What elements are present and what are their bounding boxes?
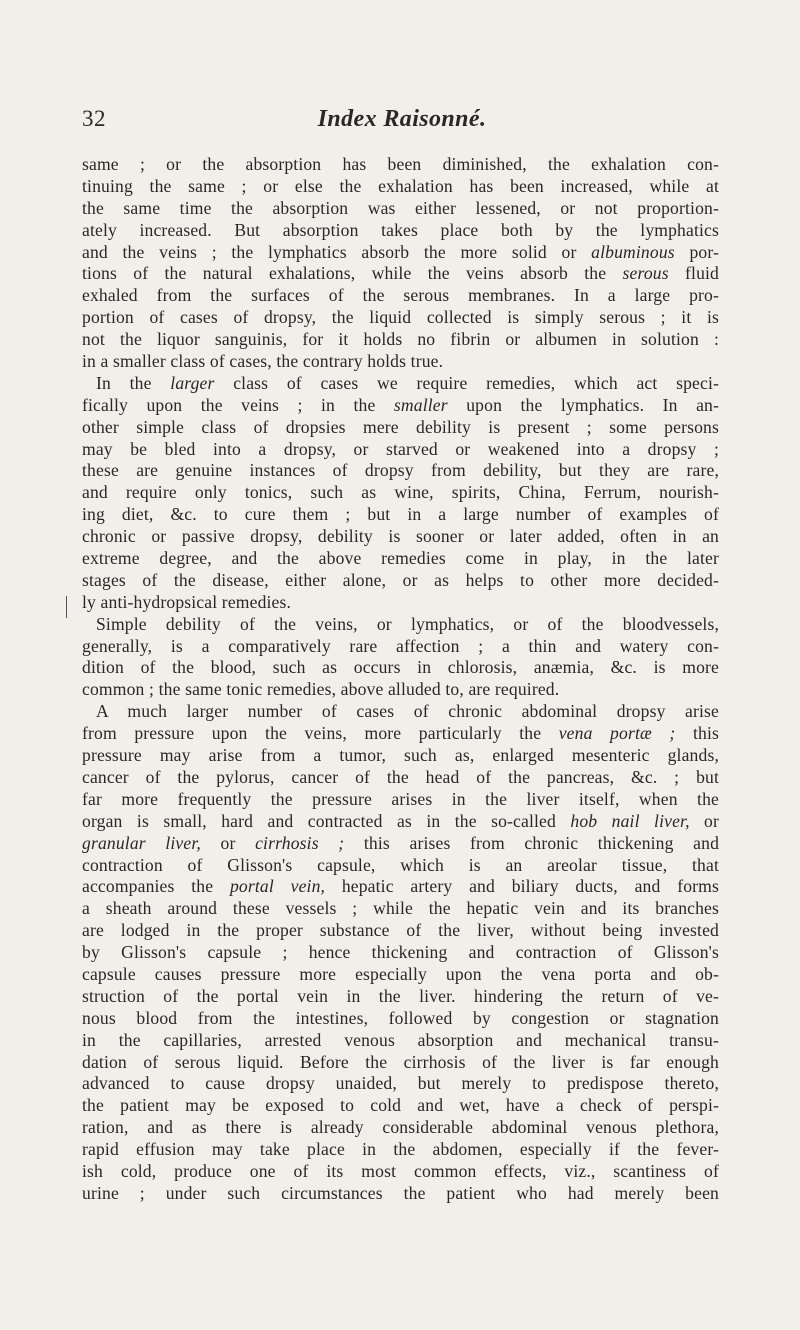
text-line	[82, 614, 719, 636]
text-run: the patient may be exposed to cold and wet, have a check of perspi-	[82, 1095, 719, 1116]
italic-term: cirrhosis ;	[255, 832, 345, 853]
text-run: chronic or passive dropsy, debility is sooner or later added, often in an	[82, 526, 719, 547]
text-run: these are genuine instances of dropsy from debility, but they are rare,	[82, 460, 719, 481]
text-line	[82, 504, 719, 526]
text-line	[82, 1030, 719, 1052]
text-line	[82, 263, 719, 285]
text-run: and the veins ; the lymphatics absorb the more solid or	[82, 241, 592, 262]
text-line	[82, 789, 719, 811]
text-line	[82, 526, 719, 548]
text-line	[82, 898, 719, 920]
text-run: accompanies the	[82, 876, 230, 897]
text-line	[82, 1095, 719, 1117]
text-line	[82, 570, 719, 592]
text-line	[82, 1183, 719, 1205]
margin-mark	[66, 596, 67, 618]
italic-term: larger	[170, 372, 215, 393]
text-line	[82, 964, 719, 986]
text-run: organ is small, hard and contracted as in the so-called	[82, 810, 571, 831]
text-line	[82, 198, 719, 220]
text-line	[82, 1117, 719, 1139]
text-line	[82, 439, 719, 461]
text-line	[82, 1052, 719, 1074]
italic-term: albuminous	[591, 241, 675, 262]
text-line	[82, 1161, 719, 1183]
text-run: In the	[96, 372, 171, 393]
text-line	[82, 679, 719, 701]
text-run: contraction of Glisson's capsule, which is an areolar tissue, that	[82, 854, 719, 875]
text-run: nous blood from the intestines, followed by congestion or stagnation	[82, 1007, 719, 1028]
text-run: or	[689, 810, 720, 831]
body-text	[82, 154, 719, 1205]
text-run: this arises from chronic thickening and	[344, 832, 720, 853]
text-run: generally, is a comparatively rare affection ; a thin and watery con-	[82, 635, 719, 656]
italic-term: granular liver,	[82, 832, 201, 853]
text-run: ing diet, &c. to cure them ; but in a large number of examples of	[82, 504, 719, 525]
text-line	[82, 855, 719, 877]
text-run: a sheath around these vessels ; while the hepatic vein and its branches	[82, 898, 719, 919]
text-run: pressure may arise from a tumor, such as, enlarged mesenteric glands,	[82, 745, 719, 766]
text-run: dition of the blood, such as occurs in chlorosis, anæmia, &c. is more	[82, 657, 719, 678]
text-run: or	[200, 832, 256, 853]
text-line	[82, 942, 719, 964]
text-run: ly anti-hydropsical remedies.	[82, 591, 292, 612]
text-line	[82, 548, 719, 570]
text-run: are lodged in the proper substance of the liver, without being invested	[82, 920, 719, 941]
text-run: Simple debility of the veins, or lymphatics, or of the bloodvessels,	[96, 613, 719, 634]
text-run: hepatic artery and biliary ducts, and forms	[325, 876, 719, 897]
text-line	[82, 373, 719, 395]
italic-term: vena portæ ;	[558, 723, 676, 744]
text-run: in a smaller class of cases, the contrary holds true.	[82, 351, 444, 372]
text-run: ration, and as there is already considerable abdominal venous plethora,	[82, 1117, 719, 1138]
text-line	[82, 176, 719, 198]
text-run: struction of the portal vein in the liver. hindering the return of ve-	[82, 985, 719, 1006]
text-line	[82, 329, 719, 351]
text-run: capsule causes pressure more especially upon the vena porta and ob-	[82, 963, 719, 984]
text-run: portion of cases of dropsy, the liquid collected is simply serous ; it is	[82, 307, 719, 328]
italic-term: hob nail liver,	[570, 810, 690, 831]
text-run: extreme degree, and the above remedies come in play, in the later	[82, 548, 719, 569]
text-line	[82, 1139, 719, 1161]
text-line	[82, 592, 719, 614]
text-line	[82, 657, 719, 679]
text-line	[82, 154, 719, 176]
page-number: 32	[82, 106, 106, 131]
text-run: fically upon the veins ; in the	[82, 394, 394, 415]
running-title: Index Raisonné.	[317, 106, 487, 132]
text-run: tions of the natural exhalations, while the veins absorb the	[82, 263, 623, 284]
text-run: from pressure upon the veins, more particularly the	[82, 723, 559, 744]
text-line	[82, 920, 719, 942]
text-line	[82, 986, 719, 1008]
text-line	[82, 876, 719, 898]
text-run: urine ; under such circumstances the patient who had merely been	[82, 1182, 719, 1203]
text-line	[82, 1073, 719, 1095]
text-line	[82, 833, 719, 855]
text-line	[82, 285, 719, 307]
text-line	[82, 417, 719, 439]
text-line	[82, 242, 719, 264]
text-run: fluid	[668, 263, 719, 284]
italic-term: smaller	[393, 394, 448, 415]
text-run: exhaled from the surfaces of the serous membranes. In a large pro-	[82, 285, 719, 306]
italic-term: portal vein,	[229, 876, 326, 897]
text-run: may be bled into a dropsy, or starved or weakened into a dropsy ;	[82, 438, 719, 459]
text-line	[82, 351, 719, 373]
text-run: tinuing the same ; or else the exhalation has been increased, while at	[82, 175, 719, 196]
text-line	[82, 701, 719, 723]
text-line	[82, 636, 719, 658]
text-line	[82, 395, 719, 417]
text-line	[82, 307, 719, 329]
text-line	[82, 723, 719, 745]
text-run: upon the lymphatics. In an-	[447, 394, 719, 415]
text-run: por-	[674, 241, 720, 262]
text-run: stages of the disease, either alone, or as helps to other more decided-	[82, 569, 719, 590]
text-run: cancer of the pylorus, cancer of the head of the pancreas, &c. ; but	[82, 766, 719, 787]
page-header	[82, 106, 722, 136]
text-run: dation of serous liquid. Before the cirrhosis of the liver is far enough	[82, 1051, 719, 1072]
text-run: not the liquor sanguinis, for it holds no fibrin or albumen in solution :	[82, 329, 719, 350]
text-run: and require only tonics, such as wine, spirits, China, Ferrum, nourish-	[82, 482, 719, 503]
text-run: ish cold, produce one of its most common effects, viz., scantiness of	[82, 1160, 719, 1181]
text-line	[82, 745, 719, 767]
text-run: common ; the same tonic remedies, above alluded to, are required.	[82, 679, 560, 700]
text-run: A much larger number of cases of chronic abdominal dropsy arise	[96, 701, 719, 722]
italic-term: serous	[622, 263, 669, 284]
text-run: advanced to cause dropsy unaided, but merely to predispose thereto,	[82, 1073, 719, 1094]
text-line	[82, 811, 719, 833]
text-run: in the capillaries, arrested venous absorption and mechanical transu-	[82, 1029, 719, 1050]
text-run: other simple class of dropsies mere debility is present ; some persons	[82, 416, 719, 437]
text-run: ately increased. But absorption takes place both by the lymphatics	[82, 219, 719, 240]
text-run: this	[675, 723, 719, 744]
text-run: class of cases we require remedies, which act speci-	[214, 372, 719, 393]
text-run: rapid effusion may take place in the abdomen, especially if the fever-	[82, 1139, 719, 1160]
text-run: by Glisson's capsule ; hence thickening and contraction of Glisson's	[82, 942, 719, 963]
text-line	[82, 220, 719, 242]
text-run: the same time the absorption was either lessened, or not proportion-	[82, 197, 719, 218]
text-line	[82, 482, 719, 504]
text-line	[82, 767, 719, 789]
text-line	[82, 1008, 719, 1030]
text-line	[82, 460, 719, 482]
text-run: far more frequently the pressure arises in the liver itself, when the	[82, 788, 719, 809]
text-run: same ; or the absorption has been diminished, the exhalation con-	[82, 154, 719, 174]
